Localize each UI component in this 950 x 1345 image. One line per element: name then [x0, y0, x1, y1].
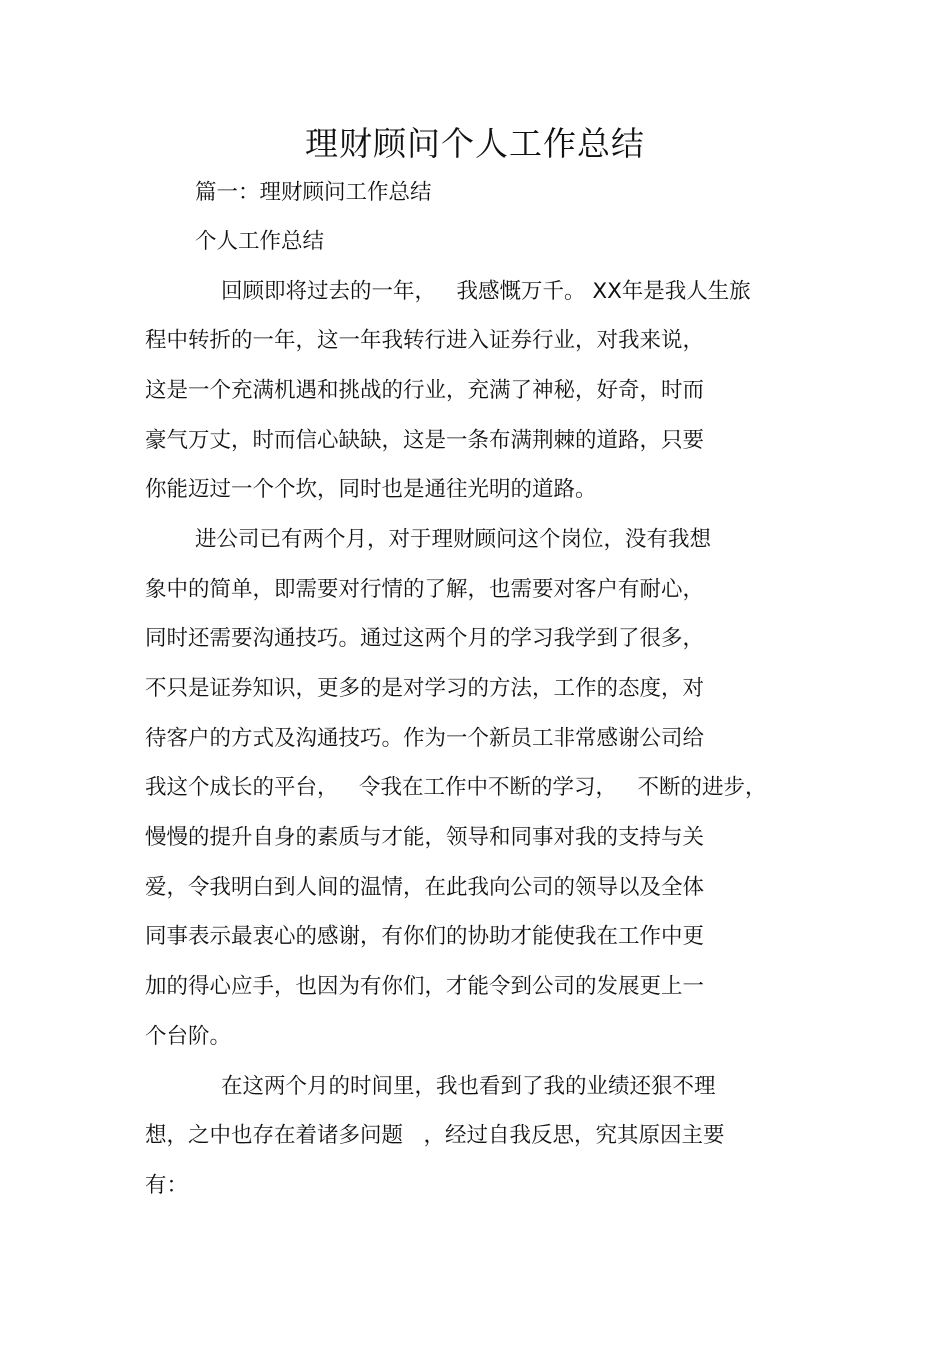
paragraph-1-line-4: 豪气万丈，时而信心缺缺，这是一条布满荆棘的道路，只要 — [145, 428, 705, 453]
paragraph-2-line-10: 加的得心应手，也因为有你们，才能令到公司的发展更上一 — [145, 974, 705, 999]
paragraph-2-line-2: 象中的简单，即需要对行情的了解，也需要对客户有耐心， — [145, 577, 705, 602]
paragraph-1-line-2: 程中转折的一年，这一年我转行进入证券行业，对我来说， — [145, 328, 705, 353]
paragraph-2-line-7: 慢慢的提升自身的素质与才能，领导和同事对我的支持与关 — [145, 825, 705, 850]
paragraph-3-line-2: 想，之中也存在着诸多问题 ，经过自我反思，究其原因主要 — [145, 1123, 725, 1148]
paragraph-2-line-5: 待客户的方式及沟通技巧。作为一个新员工非常感谢公司给 — [145, 726, 705, 751]
paragraph-2-line-1: 进公司已有两个月，对于理财顾问这个岗位，没有我想 — [195, 527, 712, 552]
paragraph-1-line-1: 回顾即将过去的一年， 我感慨万千。 XX年是我人生旅 — [221, 279, 751, 304]
section-heading: 篇一：理财顾问工作总结 — [195, 180, 432, 205]
paragraph-3-line-3: 有： — [145, 1173, 189, 1198]
paragraph-2-line-6: 我这个成长的平台， 令我在工作中不断的学习， 不断的进步， — [145, 775, 767, 800]
paragraph-2-line-11: 个台阶。 — [145, 1024, 232, 1049]
paragraph-2-line-4: 不只是证券知识，更多的是对学习的方法，工作的态度，对 — [145, 676, 705, 701]
paragraph-2-line-9: 同事表示最衷心的感谢，有你们的协助才能使我在工作中更 — [145, 924, 705, 949]
paragraph-2-line-8: 爱，令我明白到人间的温情，在此我向公司的领导以及全体 — [145, 875, 705, 900]
paragraph-1-line-3: 这是一个充满机遇和挑战的行业，充满了神秘，好奇，时而 — [145, 378, 705, 403]
sub-heading: 个人工作总结 — [195, 229, 325, 254]
paragraph-3-line-1: 在这两个月的时间里，我也看到了我的业绩还狠不理 — [221, 1074, 716, 1099]
paragraph-2-line-3: 同时还需要沟通技巧。通过这两个月的学习我学到了很多， — [145, 626, 705, 651]
document-title: 理财顾问个人工作总结 — [305, 124, 645, 163]
paragraph-1-line-5: 你能迈过一个个坎，同时也是通往光明的道路。 — [145, 477, 597, 502]
